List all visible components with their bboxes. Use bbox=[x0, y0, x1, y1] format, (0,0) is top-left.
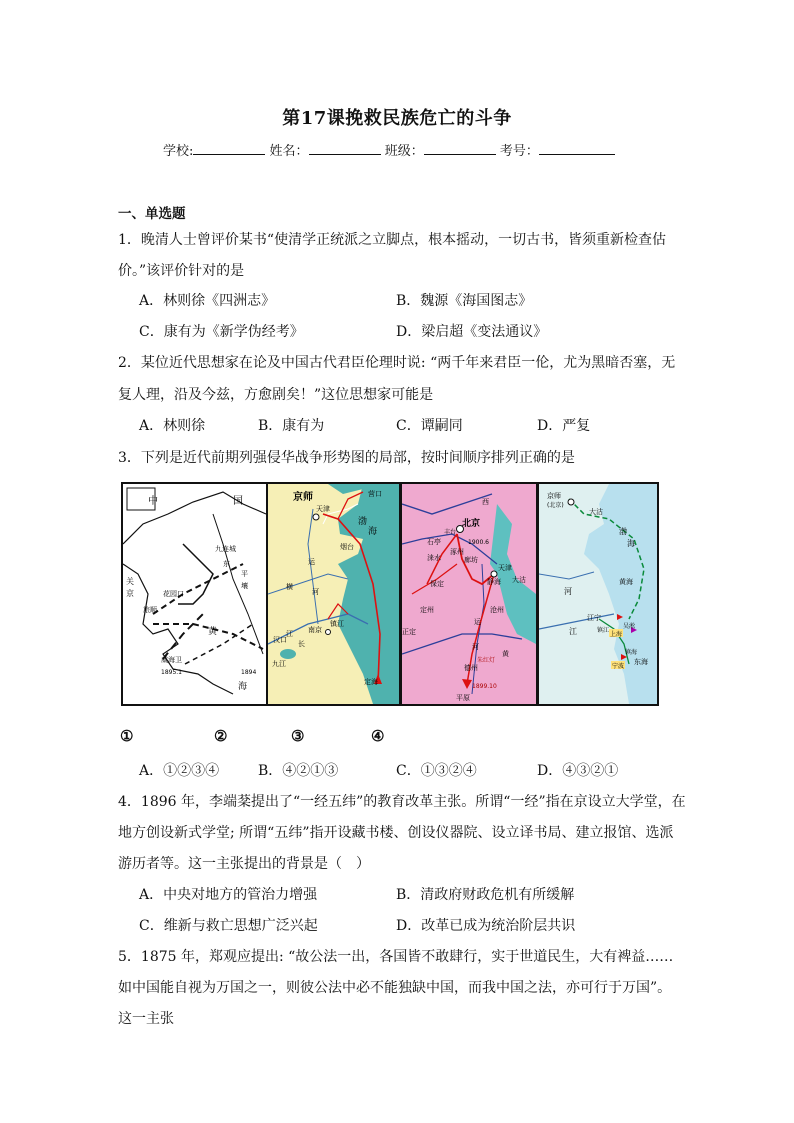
map4-label-ningbo: 宁波 bbox=[612, 663, 625, 670]
map2-label-jiujiang: 九江 bbox=[272, 660, 286, 668]
exam-number-label: 考号： bbox=[499, 144, 539, 159]
map3-label-pingyuan: 平原 bbox=[456, 694, 470, 702]
q1-stem-line1: 1．晚清人士曾评价某书“使清学正统派之立脚点，根本摇动，一切古书，皆须重新检查估 bbox=[118, 232, 667, 248]
q4-stem-line2: 地方创设新式学堂; 所谓“五纬”指开设藏书楼、创设仪器院、设立译书局、建立报馆、选派 bbox=[118, 825, 674, 841]
q1-option-b[interactable]: B．魏源《海国图志》 bbox=[396, 293, 533, 309]
map2-label-dinghai: 定海 bbox=[364, 678, 378, 686]
map4-label-zhenjiang: 镇江 bbox=[597, 627, 610, 634]
q4-stem-line1: 4．1896 年，李端棻提出了“一经五纬”的教育改革主张。所谓“一经”指在京设立大学堂，在 bbox=[118, 794, 686, 810]
map2-label-hankou: 汉口 bbox=[273, 636, 287, 644]
map4-label-jingshi: 京师 bbox=[547, 492, 561, 500]
q4-option-a[interactable]: A．中央对地方的管治力增强 bbox=[139, 887, 318, 903]
q2-option-c[interactable]: C．谭嗣同 bbox=[396, 418, 463, 434]
q1-option-a[interactable]: A．林则徐《四洲志》 bbox=[139, 293, 276, 309]
q5-stem-line1: 5．1875 年，郑观应提出: “故公法一出，各国皆不敢肆行，实于世道民生，大有裨益…… bbox=[118, 949, 674, 965]
map4-label-donghai: 东海 bbox=[634, 658, 648, 666]
q1-option-d[interactable]: D．梁启超《变法通议》 bbox=[396, 324, 548, 340]
school-blank[interactable] bbox=[193, 142, 265, 155]
map4-label-dagu: 大沽 bbox=[589, 508, 603, 516]
map3-label-zhuhongdeng: 朱红灯 bbox=[477, 657, 496, 664]
map1-label-huang: 黄 bbox=[208, 627, 218, 637]
q5-stem-line2: 如中国能自视为万国之一，则彼公法中必不能独缺中国，而我中国之法，亦可行于万国”。 bbox=[118, 980, 672, 996]
map-label-1: ① bbox=[120, 727, 134, 745]
map2-label-chang: 长 bbox=[298, 640, 305, 648]
map2-label-tianjin: 天津 bbox=[316, 505, 330, 513]
map1-label-huayuankou: 花园口 bbox=[163, 590, 184, 598]
map2-label-heng: 横 bbox=[286, 583, 293, 591]
map3-label-xi: 西 bbox=[482, 498, 489, 506]
map2-label-jingshi: 京师 bbox=[293, 492, 313, 503]
name-label: 姓名： bbox=[269, 144, 309, 159]
q2-stem-line1: 2．某位近代思想家在论及中国古代君臣伦理时说: “两千年来君臣一伦，尤为黑暗否塞，无 bbox=[118, 355, 676, 371]
map-1 bbox=[121, 482, 268, 706]
map1-year-1895: 1895.1 bbox=[161, 669, 182, 676]
map3-label-zhuozhou: 涿州 bbox=[450, 548, 464, 556]
exam-number-blank[interactable] bbox=[539, 142, 615, 155]
war-maps-strip bbox=[121, 482, 659, 706]
class-label: 班级： bbox=[384, 144, 424, 159]
map1-label-jing: 京 bbox=[126, 589, 134, 598]
map1-label-guan: 关 bbox=[126, 577, 134, 586]
student-info-line bbox=[163, 140, 615, 159]
q4-option-b[interactable]: B．清政府财政危机有所缓解 bbox=[396, 887, 575, 903]
map2-label-jiang: 江 bbox=[286, 630, 293, 638]
map4-label-beijing: (北京) bbox=[547, 502, 564, 509]
q5-stem-line3: 这一主张 bbox=[118, 1011, 174, 1027]
map3-label-beijing: 北京 bbox=[462, 519, 481, 529]
q3-option-c[interactable]: C．①③②④ bbox=[396, 763, 477, 779]
map3-label-dagu: 大沽 bbox=[512, 576, 526, 584]
map3-label-cangzhou: 沧州 bbox=[490, 606, 504, 614]
map2-label-nanjing: 南京 bbox=[308, 626, 322, 634]
map1-label-lushun: 旅顺 bbox=[143, 606, 157, 614]
q2-stem-line2: 复人理，沿及今兹，方愈剧矣！”这位思想家可能是 bbox=[118, 387, 434, 403]
map3-label-date2: 1900.6 bbox=[468, 539, 489, 546]
q2-option-a[interactable]: A．林则徐 bbox=[139, 418, 206, 434]
map2-label-he: 河 bbox=[312, 588, 319, 596]
map1-label-jiulian: 九连城 bbox=[215, 545, 236, 553]
map3-label-shiting: 石亭 bbox=[427, 538, 441, 546]
map3-label-dezhou: 德州 bbox=[464, 664, 478, 672]
map-3 bbox=[400, 482, 538, 706]
map3-label-laishui: 涞水 bbox=[427, 554, 441, 562]
map4-label-he: 河 bbox=[564, 587, 572, 596]
q3-option-d[interactable]: D．④③②① bbox=[537, 763, 619, 779]
map3-label-he: 河 bbox=[472, 643, 479, 651]
map1-label-weihaiwei: 威海卫 bbox=[161, 656, 182, 664]
map3-label-huang: 黄 bbox=[502, 650, 509, 658]
q4-stem-line3: 游历者等。这一主张提出的背景是（ ） bbox=[118, 856, 370, 872]
map2-label-yingkou: 营口 bbox=[368, 490, 382, 498]
map3-label-dingzhou: 定州 bbox=[420, 606, 434, 614]
map3-label-baoding: 保定 bbox=[430, 580, 444, 588]
map1-label-guo: 国 bbox=[233, 496, 243, 507]
map4-label-bo: 渤 bbox=[619, 527, 627, 536]
map-label-4: ④ bbox=[371, 727, 385, 745]
map3-label-tianjin: 天津 bbox=[498, 564, 512, 572]
map4-label-jiang: 江 bbox=[569, 627, 577, 636]
q2-option-b[interactable]: B．康有为 bbox=[258, 418, 325, 434]
q1-stem-line2: 价。”该评价针对的是 bbox=[118, 263, 245, 279]
map4-label-zhenhai: 镇海 bbox=[625, 649, 638, 656]
map3-label-langfang: 廊坊 bbox=[464, 556, 478, 564]
map4-label-jiangning: 江宁 bbox=[587, 614, 601, 622]
map-label-3: ③ bbox=[291, 727, 305, 745]
map2-label-bo: 渤 bbox=[358, 517, 368, 527]
q3-option-b[interactable]: B．④②①③ bbox=[258, 763, 339, 779]
map4-label-shanghai: 上海 bbox=[610, 631, 623, 638]
map1-year-1894: 1894 bbox=[241, 669, 257, 676]
map1-label-rang: 壤 bbox=[241, 582, 248, 590]
school-label: 学校: bbox=[163, 144, 194, 159]
map2-label-yantai: 烟台 bbox=[340, 543, 354, 551]
map3-label-date1: 1899.10 bbox=[472, 683, 497, 690]
map-2 bbox=[266, 482, 401, 706]
map1-label-hai: 海 bbox=[238, 682, 248, 692]
q1-option-c[interactable]: C．康有为《新学伪经考》 bbox=[139, 324, 304, 340]
map2-label-yun: 运 bbox=[308, 558, 315, 566]
map-label-2: ② bbox=[214, 727, 228, 745]
q2-option-d[interactable]: D．严复 bbox=[537, 418, 591, 434]
map1-label-dong: 东 bbox=[223, 560, 230, 568]
map1-label-zhong: 中 bbox=[148, 496, 158, 507]
map3-label-zhengding: 正定 bbox=[402, 628, 416, 636]
q4-option-c[interactable]: C．维新与救亡思想广泛兴起 bbox=[139, 918, 318, 934]
map3-label-yun: 运 bbox=[474, 618, 481, 626]
q4-option-d[interactable]: D．改革已成为统治阶层共识 bbox=[396, 918, 576, 934]
map1-label-ping: 平 bbox=[241, 570, 248, 578]
name-blank[interactable] bbox=[309, 142, 381, 155]
q3-option-a[interactable]: A．①②③④ bbox=[139, 763, 220, 779]
map4-label-wusong: 吴淞 bbox=[623, 623, 636, 630]
q3-stem: 3．下列是近代前期列强侵华战争形势图的局部，按时间顺序排列正确的是 bbox=[118, 450, 575, 466]
map4-label-hai: 海 bbox=[627, 539, 635, 548]
class-blank[interactable] bbox=[424, 142, 496, 155]
map2-label-zhenjiang: 镇江 bbox=[330, 620, 344, 628]
map3-label-fengtai: 丰台 bbox=[444, 529, 457, 536]
map-4 bbox=[537, 482, 659, 706]
map3-label-jinghai: 静海 bbox=[487, 578, 501, 586]
section-heading: 一、单选题 bbox=[118, 206, 186, 222]
map4-label-huanghai: 黄海 bbox=[619, 578, 633, 586]
page-title: 第17课挽救民族危亡的斗争 bbox=[282, 108, 512, 129]
map2-label-hai: 海 bbox=[368, 527, 378, 537]
